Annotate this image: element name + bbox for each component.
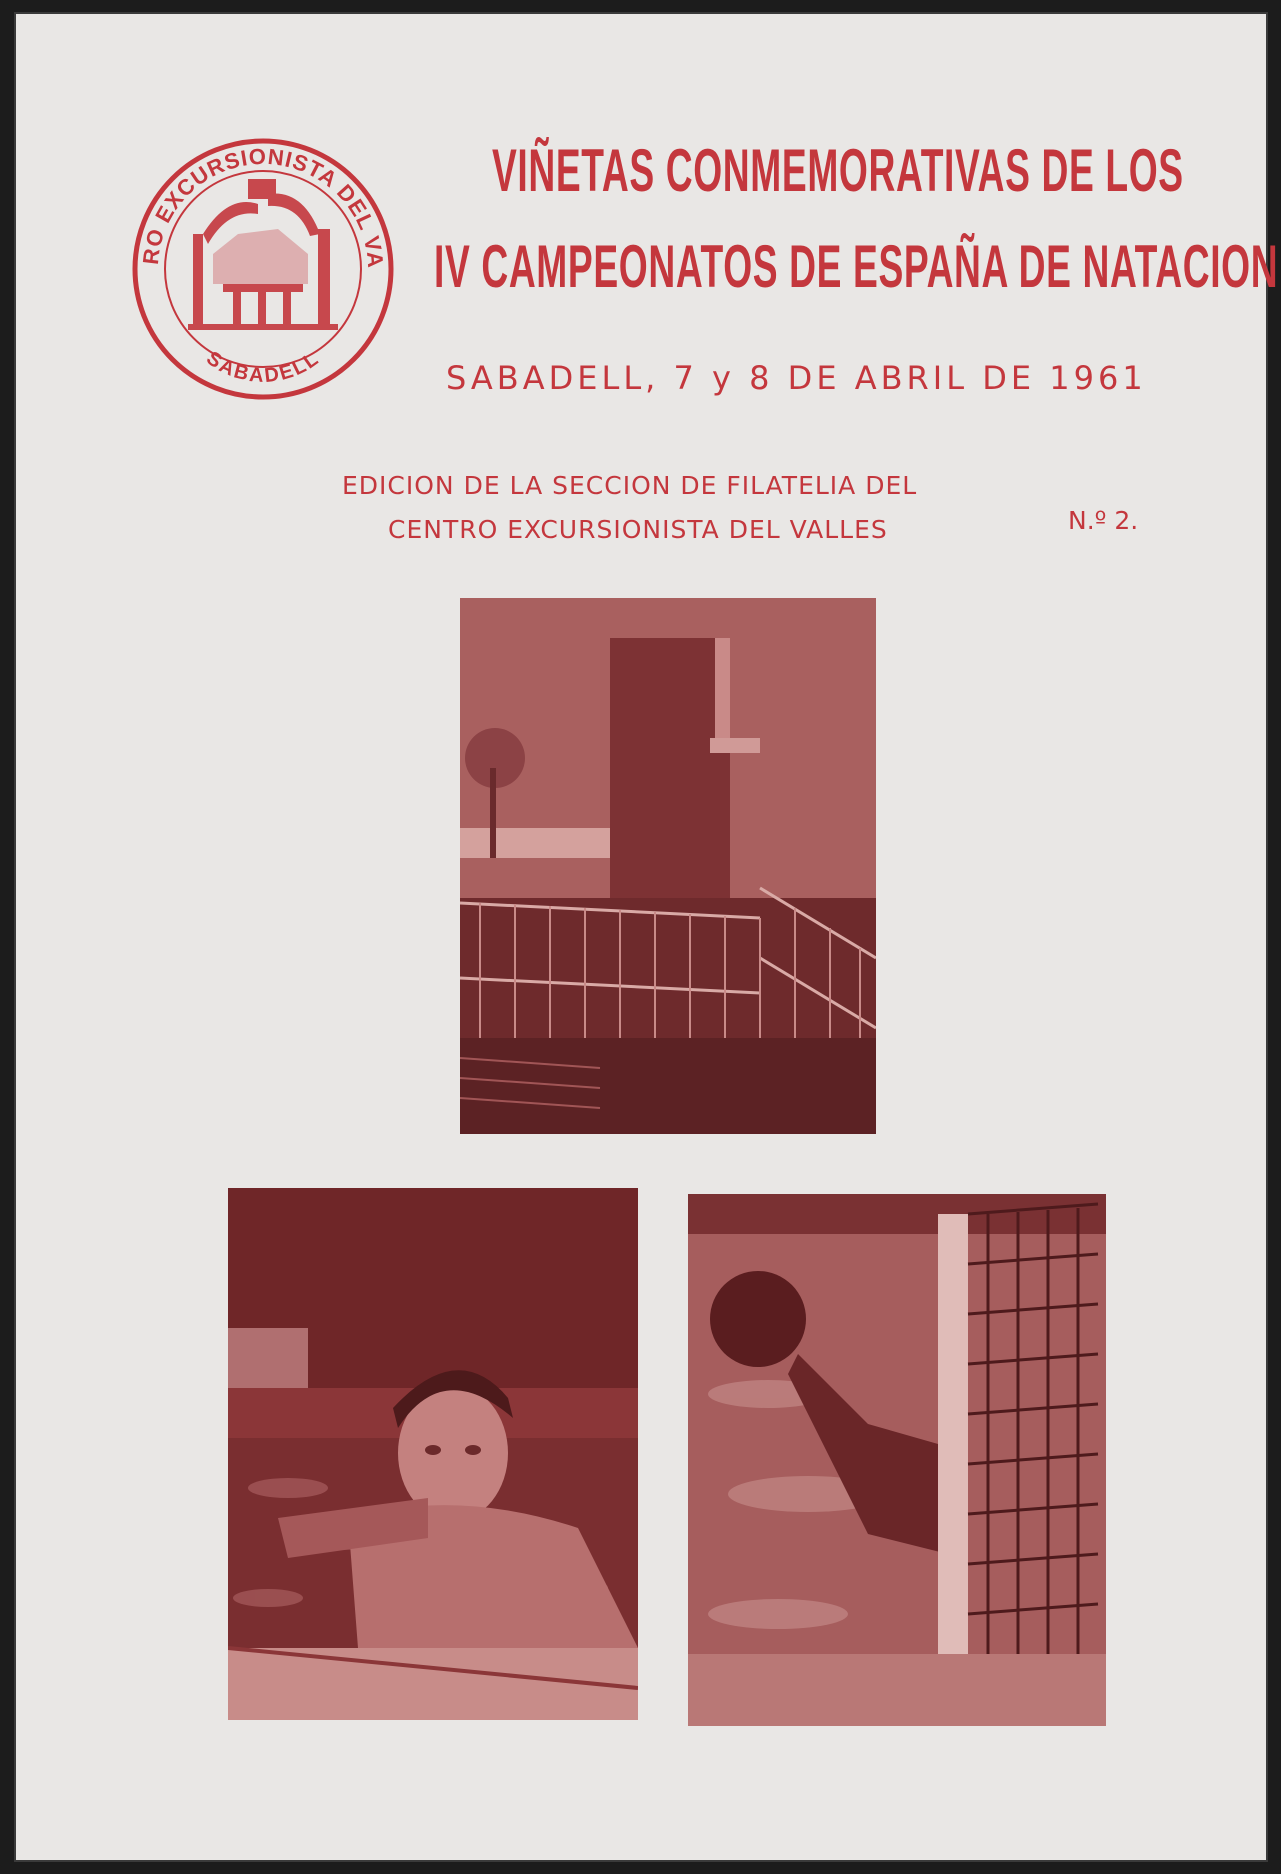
title-line-2: IV CAMPEONATOS DE ESPAÑA DE NATACION bbox=[434, 233, 1279, 300]
svg-text:SABADELL bbox=[202, 347, 323, 387]
photo-swimmer-at-pool-edge bbox=[228, 1188, 638, 1720]
edition-line-1: EDICION DE LA SECCION DE FILATELIA DEL bbox=[342, 471, 918, 500]
edition-note bbox=[342, 464, 1142, 552]
place-and-date: SABADELL, 7 y 8 DE ABRIL DE 1961 bbox=[446, 359, 1147, 397]
seal-text-top: RO EXCURSIONISTA DEL VA bbox=[137, 143, 389, 270]
title-line-1: VIÑETAS CONMEMORATIVAS DE LOS bbox=[492, 137, 1184, 204]
issue-number: N.º 2. bbox=[1068, 506, 1139, 535]
seal-text-bottom: SABADELL bbox=[202, 347, 324, 388]
photo-water-polo-goal bbox=[688, 1194, 1106, 1726]
edition-line-2: CENTRO EXCURSIONISTA DEL VALLES bbox=[388, 515, 888, 544]
souvenir-sheet bbox=[14, 12, 1279, 1862]
photo-swimming-pool-building bbox=[460, 598, 876, 1134]
club-seal-logo bbox=[128, 134, 398, 404]
